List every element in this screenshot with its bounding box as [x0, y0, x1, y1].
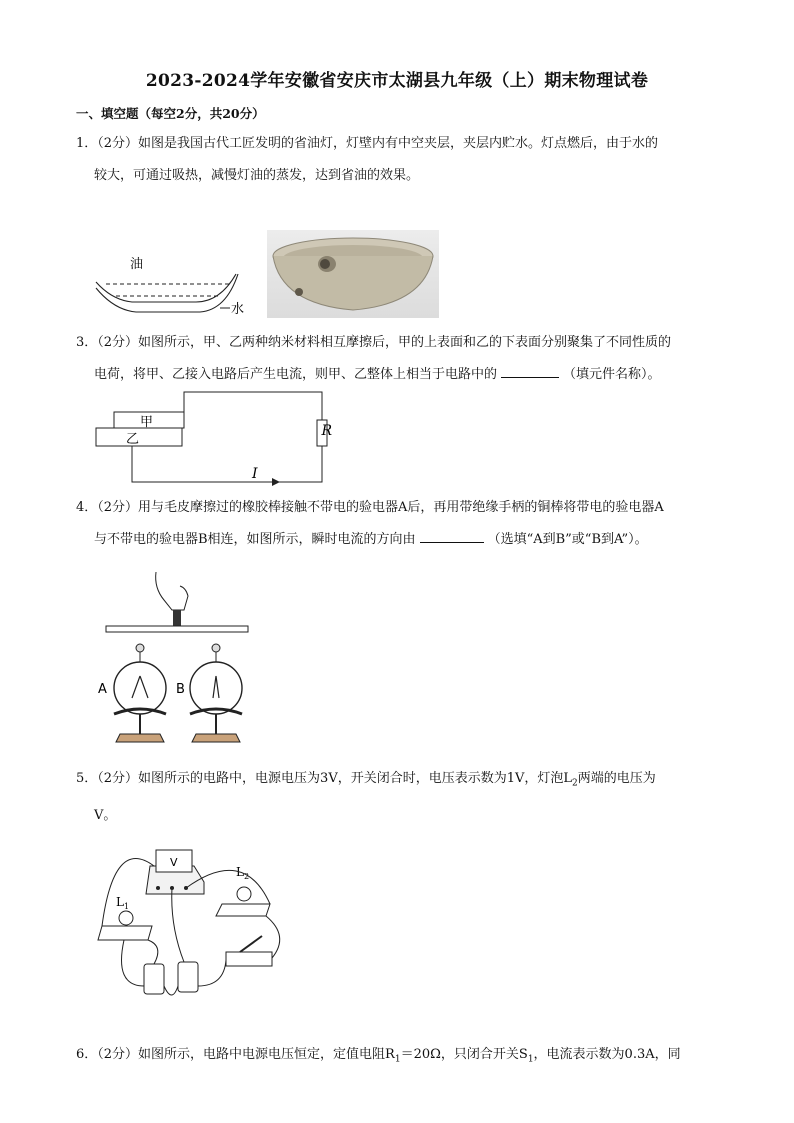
oil-label: 油: [130, 257, 144, 272]
series-circuit-diagram: [94, 836, 294, 1004]
question-1-line-2: 较大，可通过吸热，减慢灯油的蒸发，达到省油的效果。: [94, 168, 420, 183]
current-label: I: [252, 466, 258, 482]
answer-blank-q3[interactable]: [501, 363, 559, 378]
question-4-line-2b: （选填“A到B”或“B到A”）。: [487, 532, 648, 547]
question-4: [76, 492, 718, 556]
electroscope-diagram: [94, 566, 254, 746]
question-3-line-2a: 电荷，将甲、乙接入电路后产生电流，则甲、乙整体上相当于电路中的: [94, 367, 498, 382]
electroscope-b-label: B: [176, 682, 185, 697]
question-1: [76, 128, 718, 192]
question-6-line-1a: 6．（2分）如图所示，电路中电源电压恒定，定值电阻R: [76, 1047, 395, 1062]
material-yi-label: 乙: [126, 432, 140, 447]
electroscope-a-label: A: [98, 682, 107, 697]
voltmeter-label: V: [170, 856, 178, 869]
section-heading: 一、填空题（每空2分，共20分）: [76, 106, 265, 121]
question-6: [76, 1039, 718, 1076]
oil-lamp-diagram: [92, 248, 252, 320]
question-6-sub-2: 1: [527, 1054, 534, 1065]
page-title: 2023-2024学年安徽省安庆市太湖县九年级（上）期末物理试卷: [145, 71, 649, 91]
question-3-line-1: 3．（2分）如图所示，甲、乙两种纳米材料相互摩擦后，甲的上表面和乙的下表面分别聚集了不同性质的: [76, 335, 672, 350]
resistor-label: R: [321, 423, 332, 439]
nanomaterial-circuit-diagram: [94, 390, 334, 486]
question-6-sub-1: 1: [394, 1054, 401, 1065]
question-5-line-2: V。: [94, 807, 117, 823]
answer-blank-q4[interactable]: [420, 528, 484, 543]
question-5-line-1b: 两端的电压为: [577, 771, 656, 786]
lamp-l2-label: $L_2$: [236, 865, 250, 881]
question-3: [76, 327, 718, 391]
question-3-line-2b: （填元件名称）。: [563, 367, 661, 382]
water-label: 水: [231, 302, 245, 317]
question-5-line-1a: 5．（2分）如图所示的电路中，电源电压为3V，开关闭合时，电压表示数为1V，灯泡L: [76, 771, 572, 786]
oil-lamp-photo: [267, 230, 439, 318]
question-4-line-2a: 与不带电的验电器B相连，如图所示，瞬时电流的方向由: [94, 532, 416, 547]
question-6-line-1c: ，电流表示数为0.3A，同: [533, 1047, 681, 1062]
question-4-line-1: 4．（2分）用与毛皮摩擦过的橡胶棒接触不带电的验电器A后，再用带绝缘手柄的铜棒将带电的验电器A: [76, 500, 664, 515]
question-5-line-1-sub: 2: [572, 778, 578, 789]
lamp-l1-label: $L_1$: [116, 895, 130, 911]
question-5: [76, 763, 718, 832]
question-1-line-1: 1．（2分）如图是我国古代工匠发明的省油灯，灯壁内有中空夹层，夹层内贮水。灯点燃后，由于水的: [76, 136, 659, 151]
material-jia-label: 甲: [140, 415, 154, 430]
question-6-line-1b: ＝20Ω，只闭合开关S: [400, 1047, 528, 1062]
